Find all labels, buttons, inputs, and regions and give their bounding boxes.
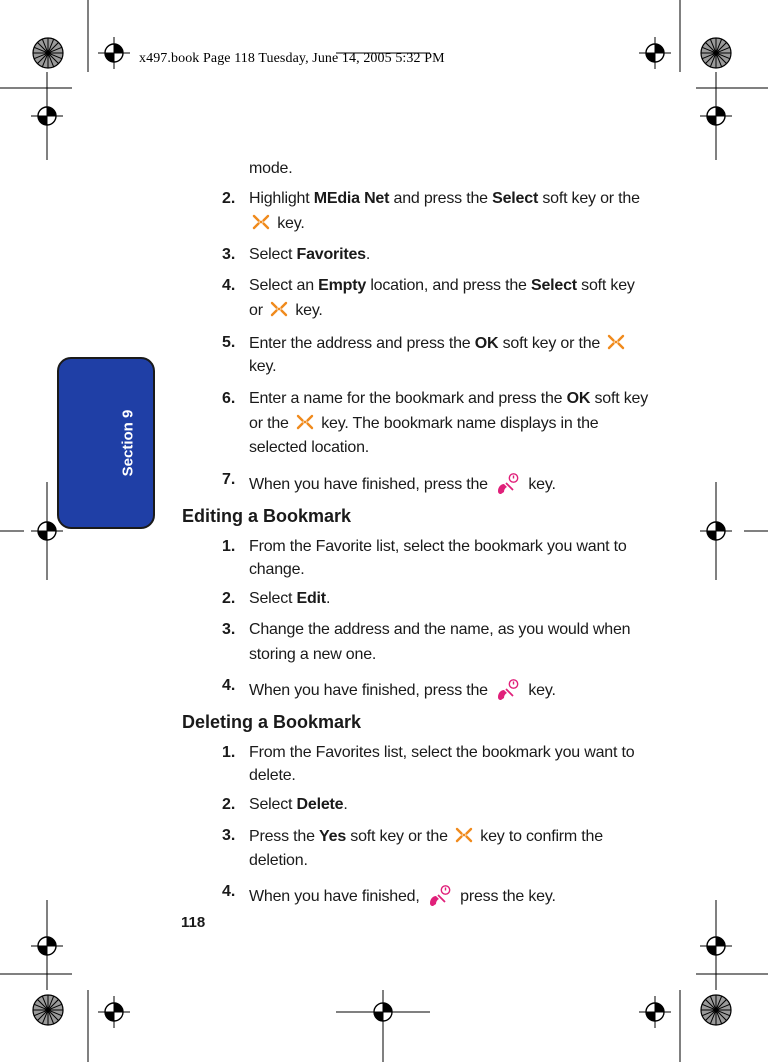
- step-text: Highlight MEdia Net and press the Select soft key or the: [249, 190, 640, 207]
- step-number: 3.: [222, 246, 236, 263]
- step-text: When you have finished, press the key.: [249, 677, 556, 703]
- step-text: Enter a name for the bookmark and press the OK soft key: [249, 390, 648, 407]
- print-header-info: x497.book Page 118 Tuesday, June 14, 2005 5:32 PM: [139, 51, 445, 66]
- nav-key-icon: [606, 334, 626, 350]
- step-text: When you have finished, press the key.: [249, 471, 556, 497]
- end-key-icon: [495, 677, 521, 703]
- step-number: 4.: [222, 677, 236, 694]
- step-text: or the key. The bookmark name displays in the: [249, 415, 599, 432]
- step-text: Change the address and the name, as you would when: [249, 621, 631, 638]
- section-tab: [57, 357, 155, 529]
- step-number: 1.: [222, 538, 236, 555]
- step-number: 1.: [222, 744, 236, 761]
- section-heading-editing: Editing a Bookmark: [182, 506, 352, 526]
- section-tab-label: Section 9: [119, 409, 137, 477]
- step-text: deletion.: [249, 852, 308, 869]
- step-number: 5.: [222, 334, 236, 351]
- step-number: 3.: [222, 621, 236, 638]
- step-text: Select Delete.: [249, 796, 348, 813]
- step-text: Press the Yes soft key or the key to confirm the: [249, 828, 603, 845]
- step-text: From the Favorites list, select the bookmark you want to: [249, 744, 635, 761]
- end-key-icon: [495, 471, 521, 497]
- step-text: Enter the address and press the OK soft key or the: [249, 334, 628, 353]
- step-number: 7.: [222, 471, 236, 488]
- list-item-continuation: mode.: [249, 160, 293, 177]
- step-number: 6.: [222, 390, 236, 407]
- section-heading-deleting: Deleting a Bookmark: [182, 712, 362, 732]
- step-number: 2.: [222, 190, 236, 207]
- step-text: key.: [249, 358, 277, 375]
- step-text: delete.: [249, 767, 296, 784]
- step-text: selected location.: [249, 439, 370, 456]
- nav-key-icon: [269, 301, 289, 317]
- step-number: 3.: [222, 827, 236, 844]
- step-text: storing a new one.: [249, 646, 377, 663]
- step-number: 4.: [222, 883, 236, 900]
- step-number: 2.: [222, 796, 236, 813]
- step-text: change.: [249, 561, 305, 578]
- nav-key-icon: [251, 214, 271, 230]
- nav-key-icon: [295, 414, 315, 430]
- step-text: From the Favorite list, select the bookmark you want to: [249, 538, 627, 555]
- step-text: Select Edit.: [249, 590, 331, 607]
- end-key-icon: [427, 883, 453, 909]
- step-text: Select an Empty location, and press the Select soft key: [249, 277, 635, 294]
- nav-key-icon: [454, 827, 474, 843]
- step-text: key.: [249, 214, 305, 233]
- step-number: 4.: [222, 277, 236, 294]
- step-number: 2.: [222, 590, 236, 607]
- page-number: 118: [181, 914, 206, 931]
- step-text: or key.: [249, 302, 323, 319]
- step-text: Select Favorites.: [249, 246, 371, 263]
- step-text: When you have finished, press the key.: [249, 883, 556, 909]
